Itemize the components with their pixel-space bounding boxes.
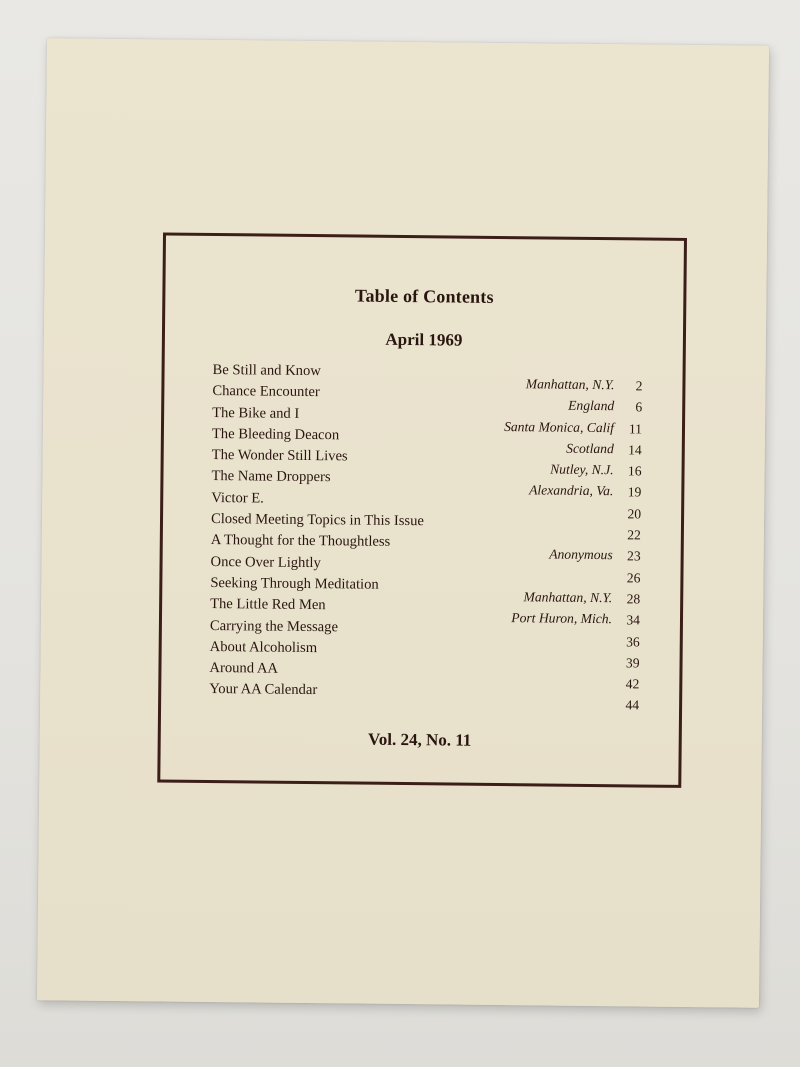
entry-title: The Bleeding Deacon	[211, 425, 340, 444]
entry-page: 26	[626, 570, 641, 586]
entry-page: 36	[626, 633, 640, 650]
toc-title: Table of Contents	[354, 285, 494, 307]
entry-page: 34	[626, 612, 641, 628]
entry-title: Your AA Calendar	[209, 681, 318, 699]
entry-location: Santa Monica, Calif	[504, 418, 615, 435]
entry-title: The Little Red Men	[210, 596, 326, 614]
issue-date: April 1969	[385, 329, 463, 350]
entry-location: Nutley, N.J.	[550, 461, 614, 478]
entry-location: Alexandria, Va.	[529, 482, 614, 499]
entry-page: 44	[625, 697, 640, 713]
entry-page: 39	[625, 655, 640, 671]
entry-title: Seeking Through Meditation	[210, 574, 379, 593]
entry-title: About Alcoholism	[209, 638, 318, 656]
volume-number: Vol. 24, No. 11	[367, 729, 472, 750]
entry-page: 20	[627, 506, 642, 522]
entry-page: 14	[628, 442, 642, 458]
entry-title: Carrying the Message	[209, 617, 339, 635]
entry-title: Chance Encounter	[212, 383, 320, 401]
entry-location: Manhattan, N.Y.	[523, 589, 613, 606]
entry-page: 2	[635, 378, 643, 394]
entry-page: 16	[627, 463, 642, 479]
magazine-page	[37, 38, 769, 1008]
entry-page: 19	[627, 484, 642, 500]
entry-location: Manhattan, N.Y.	[525, 376, 615, 393]
entry-page: 28	[626, 591, 641, 607]
entry-location: England	[568, 398, 615, 414]
entry-title: The Name Droppers	[211, 468, 331, 486]
entry-page: 11	[628, 420, 643, 437]
entry-location: Scotland	[566, 440, 614, 457]
entry-page: 22	[627, 527, 641, 543]
entry-page: 23	[626, 548, 641, 564]
entry-title: Around AA	[209, 660, 279, 677]
entry-title: A Thought for the Thoughtless	[210, 532, 391, 551]
entry-page: 42	[625, 676, 640, 692]
entry-location: Anonymous	[549, 546, 613, 563]
entry-title: The Wonder Still Lives	[211, 447, 348, 465]
entry-page: 6	[635, 399, 643, 415]
toc-entries	[209, 360, 643, 713]
entry-title: Closed Meeting Topics in This Issue	[210, 511, 424, 530]
entry-title: The Bike and I	[212, 404, 300, 422]
toc-entry	[209, 679, 640, 713]
entry-title: Once Over Lightly	[210, 553, 321, 571]
entry-title: Victor E.	[211, 489, 264, 507]
entry-location: Port Huron, Mich.	[511, 610, 613, 627]
table-of-contents-box	[157, 232, 687, 787]
entry-title: Be Still and Know	[212, 361, 321, 380]
